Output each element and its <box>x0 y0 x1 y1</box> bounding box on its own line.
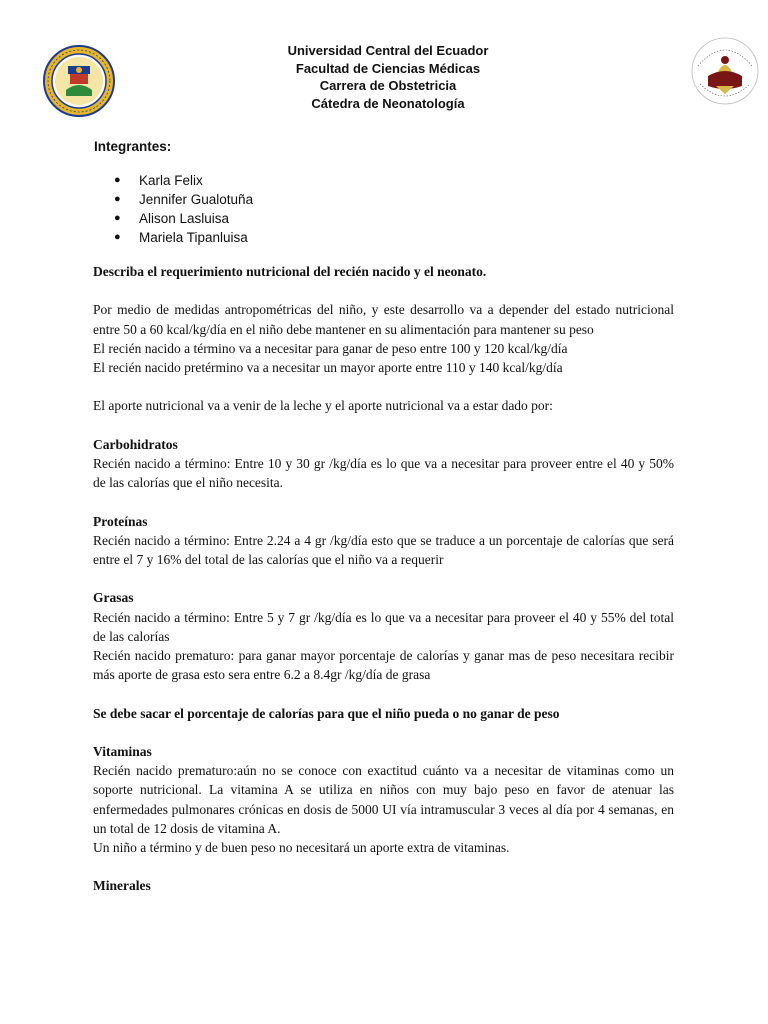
list-item: ● Mariela Tipanluisa <box>112 228 253 247</box>
members-list <box>112 171 253 247</box>
aporte-paragraph: El aporte nutricional va a venir de la leche y el aporte nutricional va a estar dado por: <box>93 398 553 414</box>
fats-heading: Grasas <box>93 590 134 606</box>
calories-note: Se debe sacar el porcentaje de calorías para que el niño pueda o no ganar de peso <box>93 705 560 721</box>
vitamins-premature-paragraph: Recién nacido prematuro:aún no se conoce con exactitud cuánto va a necesitar de vitaminas como un soporte nutricional. La vitamina A se utiliza en niños con muy bajo peso en favor de atenuar las enfermedades pulmonares crónicas en dosis de 5000 UI vía intramuscular 3 veces al día por 4 semanas, en un total de 12 dosis de vitamina A. <box>93 763 674 836</box>
list-item: ● Jennifer Gualotuña <box>112 190 253 209</box>
term-newborn-line: El recién nacido a término va a necesitar para ganar de peso entre 100 y 120 kcal/kg/día <box>93 340 568 356</box>
vitamins-heading: Vitaminas <box>93 743 152 759</box>
list-item: ● Alison Lasluisa <box>112 209 253 228</box>
fats-premature-paragraph: Recién nacido prematuro: para ganar mayor porcentaje de calorías y ganar mas de peso necesitara recibir más aporte de grasa esto sera entre 6.2 a 8.4gr /kg/día de grasa <box>93 647 674 683</box>
question-heading: Describa el requerimiento nutricional del recién nacido y el neonato. <box>93 264 487 279</box>
preterm-newborn-line: El recién nacido pretérmino va a necesitar un mayor aporte entre 110 y 140 kcal/kg/día <box>93 360 563 375</box>
header-chair: Cátedra de Neonatología <box>311 95 465 111</box>
vitamins-term-paragraph: Un niño a término y de buen peso no necesitará un aporte extra de vitaminas. <box>93 839 510 855</box>
document-header <box>190 42 586 112</box>
intro-paragraph: Por medio de medidas antropométricas del niño, y este desarrollo va a depender del estado nutricional entre 50 a 60 kcal/kg/día en el niño debe mantener en su alimentación para mantener su peso <box>93 302 674 337</box>
members-title: Integrantes: <box>94 139 172 154</box>
carbohydrates-heading: Carbohidratos <box>93 436 178 452</box>
obstetrics-school-emblem-icon <box>688 36 762 106</box>
document-body <box>93 262 674 896</box>
university-seal-icon <box>42 44 116 118</box>
fats-term-paragraph: Recién nacido a término: Entre 5 y 7 gr /kg/día es lo que va a necesitar para proveer el 40 y 55% del total de las calorías <box>93 609 674 644</box>
carbohydrates-paragraph: Recién nacido a término: Entre 10 y 30 gr /kg/día es lo que va a necesitar para proveer entre el 40 y 50% de las calorías que el niño necesita. <box>93 455 674 491</box>
header-faculty: Facultad de Ciencias Médicas <box>295 60 481 76</box>
minerals-heading: Minerales <box>93 878 151 894</box>
header-career: Carrera de Obstetricia <box>319 78 457 93</box>
header-university: Universidad Central del Ecuador <box>287 43 489 58</box>
proteins-heading: Proteínas <box>93 513 148 529</box>
proteins-paragraph: Recién nacido a término: Entre 2.24 a 4 gr /kg/día esto que se traduce a un porcentaje de calorías que será entre el 7 y 16% del total de las calorías que el niño va a requerir <box>93 532 674 567</box>
list-item: ● Karla Felix <box>112 171 253 190</box>
